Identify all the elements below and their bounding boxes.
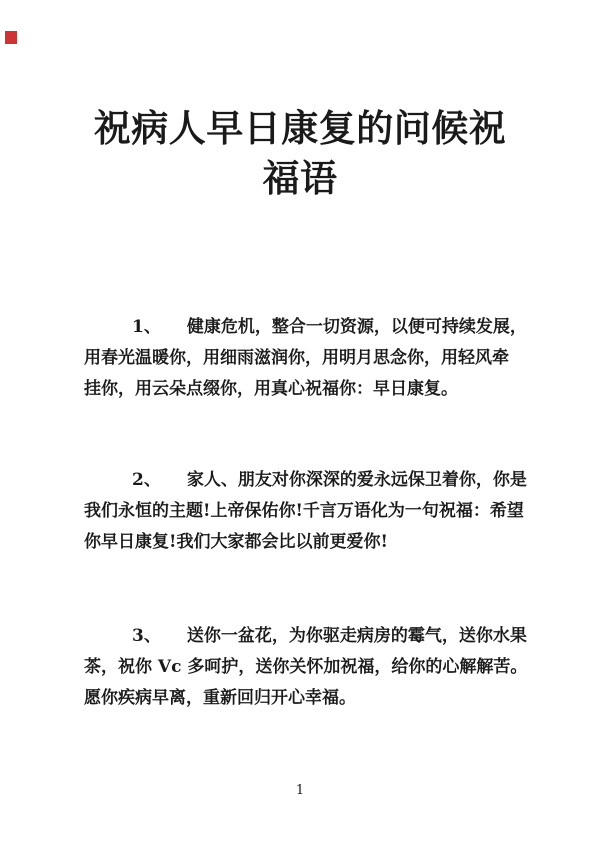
paragraph-line: 愿你疾病早离，重新回归开心幸福。 [84,688,356,708]
paragraph-line: 用春光温暖你，用细雨滋润你，用明月思念你，用轻风牵 [84,348,509,368]
paragraph-1 [84,312,527,405]
title-line: 祝病人早日康复的问候祝 [93,106,507,150]
paragraph-3 [84,621,527,714]
paragraph-line: 茶，祝你 Vc 多呵护，送你关怀加祝福，给你的心解解苦。 [84,657,528,677]
paragraph-line: 我们永恒的主题!上帝保佑你!千言万语化为一句祝福：希望 [84,501,524,521]
paragraph-text: 健康危机，整合一切资源，以便可持续发展， [186,317,527,337]
paragraph-line [84,621,527,652]
page-number: 1 [295,783,305,798]
paragraph-line [84,312,527,343]
paragraph-number: 1、 [132,317,161,337]
paragraph-line: 你早日康复!我们大家都会比以前更爱你! [84,532,388,552]
red-marker [5,31,17,44]
paragraph-number: 2、 [132,470,161,490]
paragraph-line: 挂你，用云朵点缀你，用真心祝福你：早日康复。 [84,379,458,399]
paragraph-text: 家人、朋友对你深深的爱永远保卫着你，你是 [186,470,527,490]
paragraph-line [84,465,527,496]
document-title [0,103,600,203]
paragraph-text: 送你一盆花，为你驱走病房的霉气，送你水果 [186,626,527,646]
title-line: 福语 [262,156,338,200]
paragraph-number: 3、 [132,626,161,646]
paragraph-2 [84,465,527,558]
